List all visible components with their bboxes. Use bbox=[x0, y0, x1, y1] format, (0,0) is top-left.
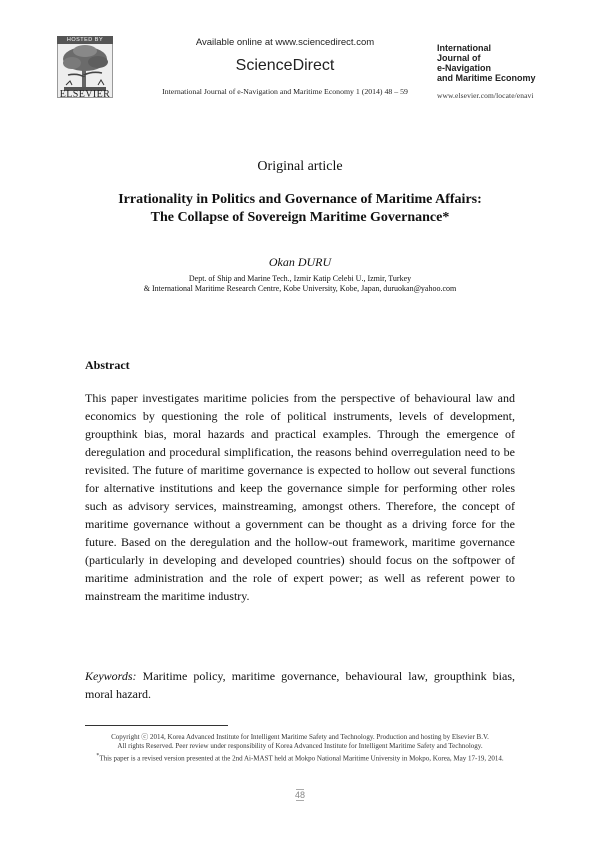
available-online-text: Available online at www.sciencedirect.com bbox=[195, 37, 375, 48]
author-name: Okan DURU bbox=[268, 255, 332, 269]
author-affiliation bbox=[60, 274, 540, 294]
footnote-marker: * bbox=[96, 753, 100, 759]
journal-title-line: and Maritime Economy bbox=[437, 73, 536, 83]
keywords-label: Keywords: bbox=[85, 669, 137, 683]
title-line: Irrationality in Politics and Governance of Maritime Affairs: bbox=[118, 192, 482, 207]
journal-title-line: e-Navigation bbox=[437, 63, 492, 73]
sciencedirect-title: ScienceDirect bbox=[235, 57, 335, 74]
affiliation-line: Dept. of Ship and Marine Tech., Izmir Katip Celebi U., Izmir, Turkey bbox=[188, 274, 412, 283]
copyright-line: Copyright ⓒ 2014, Korea Advanced Institute for Intelligent Maritime Safety and Technology. Production and hosting by Elsevier B.V. bbox=[111, 733, 489, 741]
footnote-text: This paper is a revised version presented at the 2nd Ai-MAST held at Mokpo National Maritime University in Mokpo, Korea, May 17-19, 2014. bbox=[99, 754, 504, 763]
hosted-by-label: HOSTED BY bbox=[57, 36, 113, 44]
journal-url[interactable]: www.elsevier.com/locate/enavi bbox=[437, 91, 534, 100]
journal-title-line: International bbox=[437, 43, 492, 53]
page-number-block bbox=[0, 789, 600, 801]
keywords-list: Maritime policy, maritime governance, behavioural law, groupthink bias, moral hazard. bbox=[85, 669, 515, 701]
journal-citation: International Journal of e-Navigation and Maritime Economy 1 (2014) 48 – 59 bbox=[162, 87, 408, 96]
affiliation-line: & International Maritime Research Centre, Kobe University, Kobe, Japan, duruokan@yahoo.com bbox=[143, 284, 457, 293]
article-type: Original article bbox=[257, 159, 343, 174]
footnote-divider bbox=[85, 725, 228, 726]
journal-title-line: Journal of bbox=[437, 53, 481, 63]
abstract-body: This paper investigates maritime policies from the perspective of behavioural law and economics by questioning the role of political instruments, levels of development, groupthink bias, moral hazards and practical examples. Through the emergence of deregulation and procedural simplification, the reasons behind overregulation need to be revisited. The future of maritime governance is expected to hollow out several functions for alternative institutions and keep the governance simple for performing other roles such as advisory services, mainstreaming, amongst others. Therefore, the concept of maritime governance without a government can be thought as a driving force for the future. Based on the deregulation and the hollow-out framework, maritime governance (particularly in developing and developed countries) should focus on the softpower of maritime administration and the role of expert power; as well as referent power to mainstream the maritime industry. bbox=[85, 391, 515, 603]
copyright-notice bbox=[85, 733, 515, 751]
footnote-note bbox=[85, 752, 515, 763]
publisher-name: ELSEVIER bbox=[59, 89, 111, 100]
keywords-paragraph bbox=[85, 667, 515, 703]
abstract-heading: Abstract bbox=[85, 358, 130, 372]
copyright-line: All rights Reserved. Peer review under responsibility of Korea Advanced Institute for Intelligent Maritime Safety and Technology. bbox=[117, 742, 483, 750]
page-number: 48 bbox=[294, 790, 305, 800]
journal-title-block bbox=[437, 43, 567, 83]
article-title bbox=[60, 191, 540, 227]
page-number-rule bbox=[296, 800, 304, 801]
tree-icon bbox=[58, 37, 112, 97]
title-line: The Collapse of Sovereign Maritime Governance* bbox=[150, 210, 450, 225]
